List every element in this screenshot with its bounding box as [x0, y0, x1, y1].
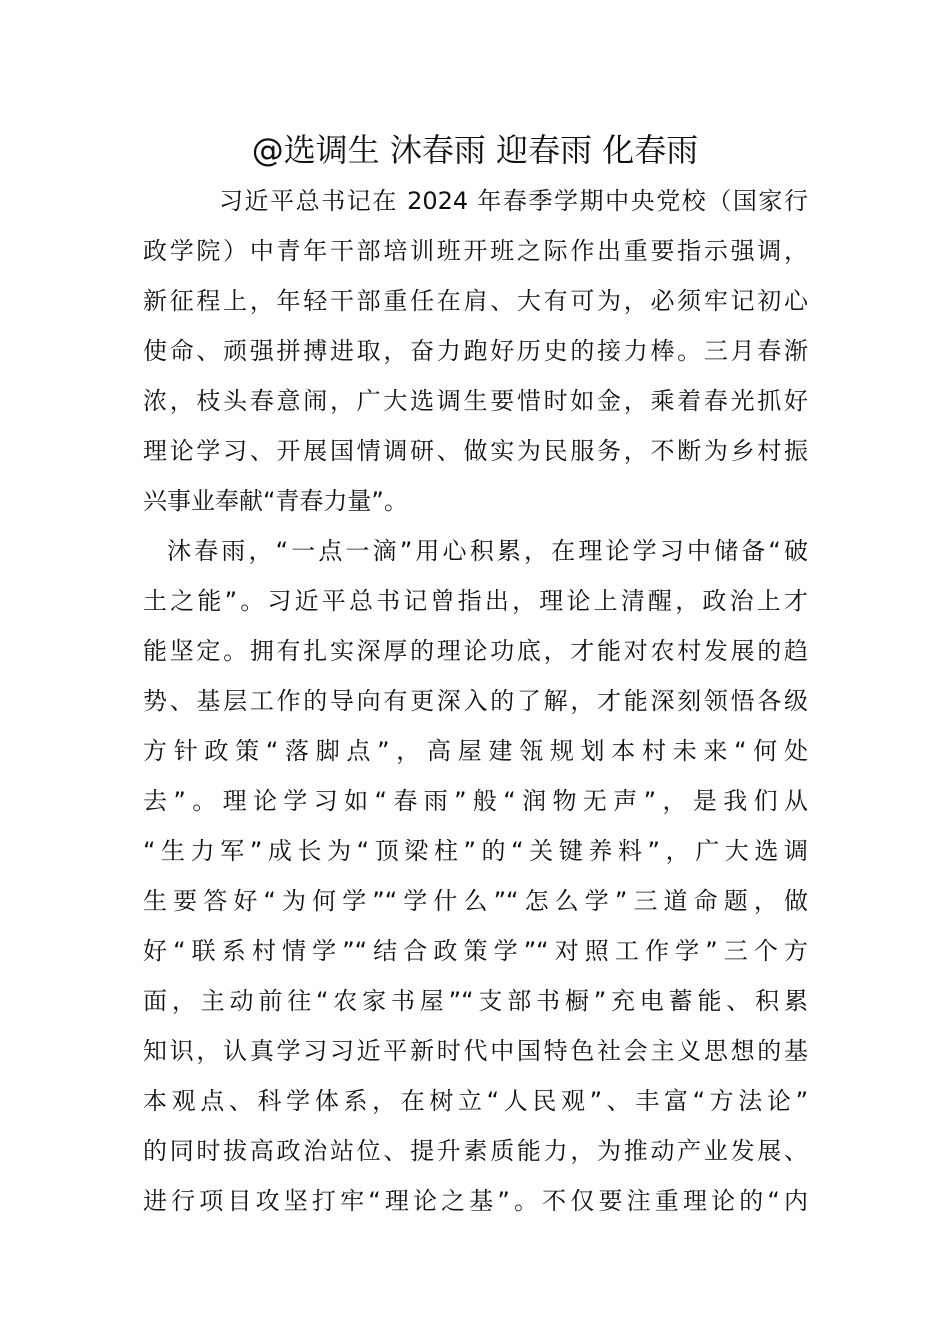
paragraph-1-line-3: 新征程上，年轻干部重任在肩、大有可为，必须牢记初心 [143, 287, 808, 315]
paragraph-1-line-4: 使命、顽强拼搏进取，奋力跑好历史的接力棒。三月春渐 [143, 337, 808, 365]
paragraph-2-line-5: 方针政策“落脚点”，高屋建瓴规划本村未来“何处 [143, 737, 808, 765]
paragraph-1-line-6: 理论学习、开展国情调研、做实为民服务，不断为乡村振 [143, 437, 808, 465]
paragraph-2-line-1: 沐春雨，“一点一滴”用心积累，在理论学习中储备“破 [167, 537, 808, 565]
paragraph-1-line-1: 习近平总书记在 2024 年春季学期中央党校（国家行 [219, 187, 808, 215]
paragraph-2-line-2: 土之能”。习近平总书记曾指出，理论上清醒，政治上才 [143, 587, 808, 615]
paragraph-2-line-14: 进行项目攻坚打牢“理论之基”。不仅要注重理论的“内 [143, 1187, 808, 1215]
paragraph-2-line-9: 好“联系村情学”“结合政策学”“对照工作学”三个方 [143, 937, 808, 965]
paragraph-2-line-3: 能坚定。拥有扎实深厚的理论功底，才能对农村发展的趋 [143, 637, 808, 665]
paragraph-2-line-12: 本观点、科学体系，在树立“人民观”、丰富“方法论” [143, 1087, 808, 1115]
paragraph-2-line-11: 知识，认真学习习近平新时代中国特色社会主义思想的基 [143, 1037, 808, 1065]
paragraph-2-line-4: 势、基层工作的导向有更深入的了解，才能深刻领悟各级 [143, 687, 808, 715]
paragraph-1-line-7: 兴事业奉献“青春力量”。 [143, 487, 408, 515]
paragraph-1-line-2: 政学院）中青年干部培训班开班之际作出重要指示强调， [143, 237, 808, 265]
paragraph-2-line-8: 生要答好“为何学”“学什么”“怎么学”三道命题，做 [143, 887, 808, 915]
paragraph-2-line-6: 去”。理论学习如“春雨”般“润物无声”，是我们从 [143, 787, 808, 815]
paragraph-2-line-10: 面，主动前往“农家书屋”“支部书橱”充电蓄能、积累 [143, 987, 808, 1015]
paragraph-2-line-7: “生力军”成长为“顶梁柱”的“关键养料”，广大选调 [143, 837, 808, 865]
document-title: @选调生 沐春雨 迎春雨 化春雨 [251, 131, 699, 169]
document-body [143, 176, 808, 1226]
paragraph-2-line-13: 的同时拔高政治站位、提升素质能力，为推动产业发展、 [143, 1137, 808, 1165]
paragraph-1-line-5: 浓，枝头春意闹，广大选调生要惜时如金，乘着春光抓好 [143, 387, 808, 415]
